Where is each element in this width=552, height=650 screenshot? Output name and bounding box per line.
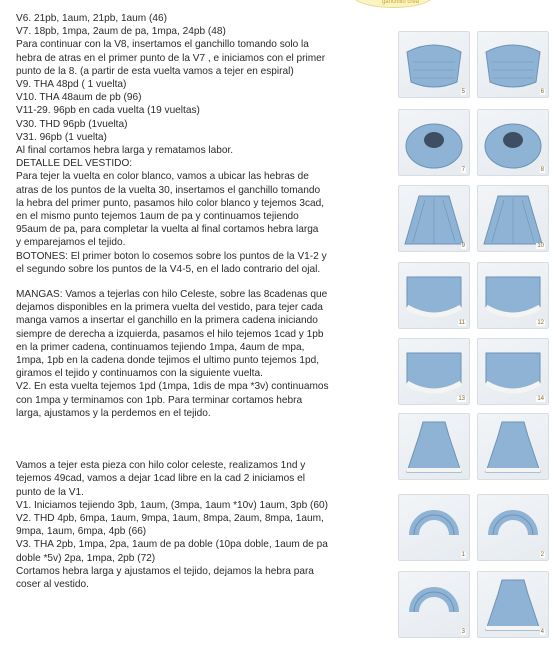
step-photo xyxy=(398,571,470,638)
step-photo xyxy=(398,262,470,329)
text-line: el segundo sobre los puntos de la V4-5, en el lado contrario del ojal. xyxy=(16,263,321,275)
text-line: larga, ajustamos y la perdemos en el tejido. xyxy=(16,407,211,419)
text-line: V7. 18pb, 1mpa, 2aum de pa, 1mpa, 24pb (48) xyxy=(16,26,226,38)
text-line: coser al vestido. xyxy=(16,578,89,590)
step-photo xyxy=(398,31,470,98)
text-line: punto de la 8. (a partir de esta vuelta vamos a tejer en espiral) xyxy=(16,65,294,77)
text-line: con 1mpa y terminamos con 1pb. Para terminar cortamos hebra xyxy=(16,394,303,406)
step-photo xyxy=(477,109,549,176)
text-line: punto de la V1. xyxy=(16,486,84,498)
step-number: 1 xyxy=(461,552,465,558)
step-photo xyxy=(477,338,549,405)
text-line: DETALLE DEL VESTIDO: xyxy=(16,158,133,170)
text-line: Cortamos hebra larga y ajustamos el tejido, dejamos la hebra para xyxy=(16,565,314,577)
text-line: BOTONES: El primer boton lo cosemos sobre los puntos de la V1-2 y xyxy=(16,250,327,262)
step-number: 13 xyxy=(458,396,465,402)
step-photo xyxy=(398,494,470,561)
step-number: 7 xyxy=(461,167,465,173)
step-photo xyxy=(477,571,549,638)
step-photo xyxy=(477,262,549,329)
text-line: doble *5v) 2pa, 1mpa, 2pb (72) xyxy=(16,552,156,564)
step-number: 10 xyxy=(537,243,544,249)
text-line: en la primer cadena, continuamos tejiendo 1mpa, 4aum de mpa, xyxy=(16,341,305,353)
text-line: Para continuar con la V8, insertamos el ganchillo tomando solo la xyxy=(16,39,309,51)
text-line: V1. Iniciamos tejiendo 3pb, 1aum, (3mpa, 1aum *10v) 1aum, 3pb (60) xyxy=(16,499,328,511)
text-line: giramos el tejido y continuamos con la siguiente vuelta. xyxy=(16,368,263,380)
pattern-text xyxy=(16,12,376,591)
text-line: 95aum de pa, para completar la vuelta al final cortamos hebra larga xyxy=(16,224,319,236)
step-number: 3 xyxy=(461,629,465,635)
text-line: V9. THA 48pd ( 1 vuelta) xyxy=(16,79,127,91)
step-photo xyxy=(398,413,470,480)
step-number: 5 xyxy=(461,89,465,95)
text-line: dejamos disponibles en la primera vuelta del vestido, para tejer cada xyxy=(16,302,323,314)
step-photo xyxy=(477,31,549,98)
step-number: 9 xyxy=(461,243,465,249)
text-line: V30. THD 96pb (1vuelta) xyxy=(16,118,128,130)
collar-block xyxy=(16,459,376,591)
text-line: V10. THA 48aum de pb (96) xyxy=(16,92,142,104)
text-line: manga vamos a insertar el ganchillo en la primera cadena iniciando xyxy=(16,315,318,327)
sleeves-block xyxy=(16,288,376,420)
step-number: 2 xyxy=(540,552,544,558)
step-number: 12 xyxy=(537,320,544,326)
text-line: V6. 21pb, 1aum, 21pb, 1aum (46) xyxy=(16,13,167,24)
step-photo xyxy=(477,185,549,252)
text-line: Para tejer la vuelta en color blanco, vamos a ubicar las hebras de xyxy=(16,171,309,183)
text-line: 1mpa, 1pb en la cadena donde tejimos el ultimo punto tejemos 1pd, xyxy=(16,355,320,367)
instructions-body-block xyxy=(16,12,376,276)
text-line: V2. THD 4pb, 6mpa, 1aum, 9mpa, 1aum, 8mpa, 2aum, 8mpa, 1aum, xyxy=(16,512,324,524)
step-number: 4 xyxy=(540,629,544,635)
step-number: 8 xyxy=(540,167,544,173)
text-line: la hebra del primer punto, pasamos hilo color blanco y tejemos 3cad, xyxy=(16,197,325,209)
text-line: hebra de atras en el primer punto de la V7 , e iniciamos con el primer xyxy=(16,52,326,64)
text-line: en el mismo punto tejemos 1aum de pa y continuamos tejiendo xyxy=(16,211,299,223)
text-line: Al final cortamos hebra larga y rematamos labor. xyxy=(16,145,234,157)
step-photo xyxy=(398,338,470,405)
header-stamp-text: ganchillo crea xyxy=(381,0,419,5)
step-photo xyxy=(398,185,470,252)
text-line: siempre de derecha a izquierda, pasamos el hilo tejemos 1cad y 1pb xyxy=(16,328,324,340)
text-line: V11-29. 96pb en cada vuelta (19 vueltas) xyxy=(16,105,200,117)
text-line: V31. 96pb (1 vuelta) xyxy=(16,131,107,143)
text-line: y emparejamos el tejido. xyxy=(16,237,126,249)
header-stamp xyxy=(352,0,434,8)
text-line: MANGAS: Vamos a tejerlas con hilo Celeste, sobre las 8cadenas que xyxy=(16,289,328,301)
step-photo xyxy=(477,494,549,561)
text-line: Vamos a tejer esta pieza con hilo color celeste, realizamos 1nd y xyxy=(16,460,306,472)
text-line: V3. THA 2pb, 1mpa, 2pa, 1aum de pa doble (10pa doble, 1aum de pa xyxy=(16,539,328,551)
step-number: 6 xyxy=(540,89,544,95)
step-photo xyxy=(477,413,549,480)
text-line: 9mpa, 1aum, 6mpa, 4pb (66) xyxy=(16,526,147,538)
text-line: V2. En esta vuelta tejemos 1pd (1mpa, 1dis de mpa *3v) continuamos xyxy=(16,381,329,393)
step-number: 11 xyxy=(458,320,465,326)
step-photo xyxy=(398,109,470,176)
text-line: tejemos 49cad, vamos a dejar 1cad libre en la cad 2 iniciamos el xyxy=(16,473,305,485)
text-line: atras de los puntos de la vuelta 30, insertamos el ganchillo tomando xyxy=(16,184,321,196)
step-number: 14 xyxy=(537,396,544,402)
